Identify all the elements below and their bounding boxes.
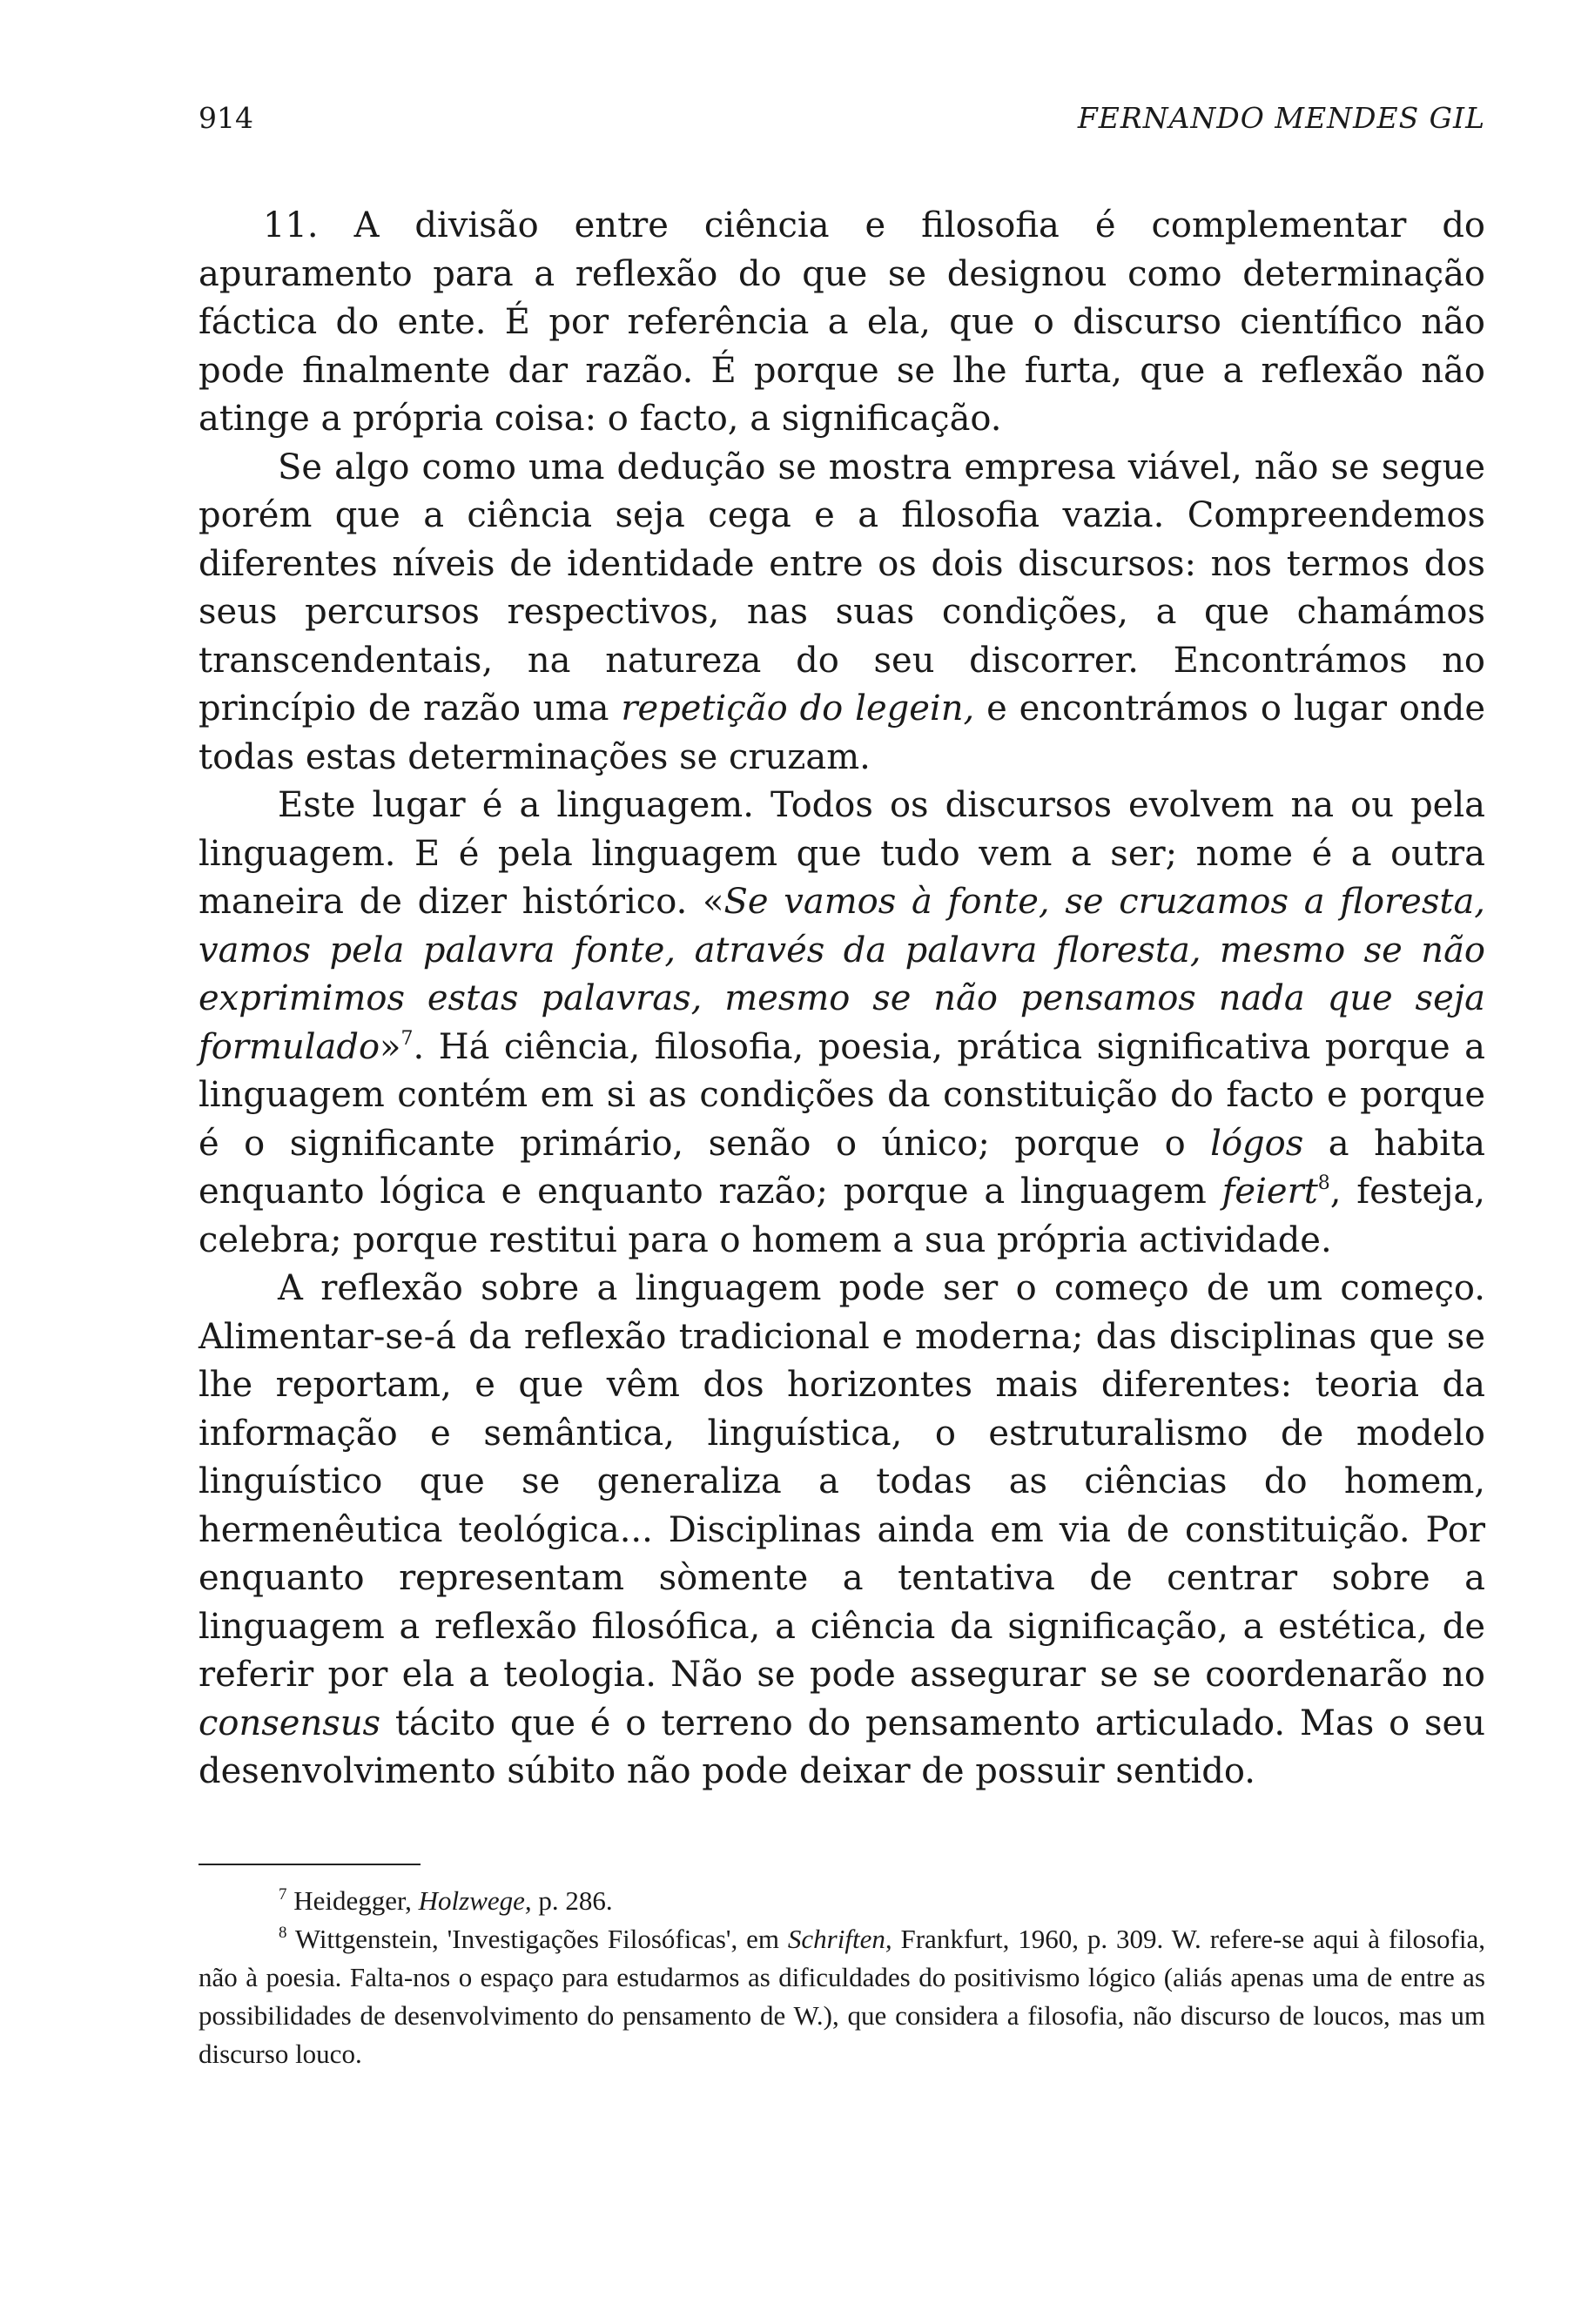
text-run: Se algo como uma dedução se mostra empresa viável, não se segue porém que a ciência seja cega e a filosofia vazia. Compreendemos diferentes níveis de identidade entre os dois discursos: nos termos dos seus percursos respectivos, nas suas condições, a que chamámos transcendentais, na natureza do seu discorrer. Encontrámos no princípio de razão uma	[198, 447, 1485, 729]
running-head	[198, 101, 1485, 135]
paragraph	[198, 1265, 1485, 1797]
italic-run: feiert	[1221, 1172, 1318, 1212]
footnote-marker: 7	[279, 1885, 287, 1904]
italic-run: consensus	[198, 1703, 381, 1743]
italic-run: Schriften,	[787, 1924, 892, 1954]
text-run: , festeja, celebra; porque restitui para o homem a sua própria actividade.	[198, 1172, 1485, 1260]
text-run: Este lugar é a linguagem. Todos os discursos evolvem na ou pela linguagem. E é pela linguagem que tudo vem a ser; nome é a outra maneira de dizer histórico. «	[198, 785, 1485, 922]
text-run: 11. A divisão entre ciência e filosofia é complementar do apuramento para a reflexão do que se designou como determinação fáctica do ente. É por referência a ela, que o discurso científico não pode finalmente dar razão. É porque se lhe furta, que a reflexão não atinge a própria coisa: o facto, a significação.	[198, 205, 1485, 439]
footnote-marker: 8	[279, 1924, 287, 1942]
paragraph	[198, 444, 1485, 783]
italic-run: Holzwege,	[418, 1885, 532, 1916]
text-run: . Há ciência, filosofia, poesia, prática significativa porque a linguagem contém em si as condições da constituição do facto e porque é o significante primário, senão o único; porque o	[198, 1026, 1485, 1164]
text-run: Wittgenstein, 'Investigações Filosóficas', em	[286, 1924, 788, 1954]
footnote-marker: 7	[400, 1027, 414, 1050]
text-run: e encontrámos o lugar onde todas estas determinações se cruzam.	[198, 688, 1486, 777]
paragraph	[198, 202, 1485, 444]
italic-run: Se vamos à fonte, se cruzamos a floresta, vamos pela palavra fonte, através da palavra floresta, mesmo se não exprimimos estas palavras, mesmo se não pensamos nada que seja formulado	[198, 882, 1486, 1067]
text-run: a habita enquanto lógica e enquanto razão; porque a linguagem	[198, 1123, 1485, 1212]
footnote-marker: 8	[1317, 1172, 1330, 1194]
footnotes	[198, 1882, 1485, 2073]
footnote	[198, 1882, 1485, 1920]
text-run: Frankfurt, 1960, p. 309. W. refere-se aqui à filosofia, não à poesia. Falta-nos o espaço para estudarmos as dificuldades do positivismo lógico (aliás apenas uma de entre as possibilidades de desenvolvimento do pensamento de W.), que considera a filosofia, não discurso de loucos, mas um discurso louco.	[198, 1924, 1485, 2069]
body-text	[198, 202, 1485, 1797]
paragraph	[198, 782, 1485, 1265]
page-number: 914	[198, 101, 253, 135]
text-run: Heidegger,	[286, 1885, 419, 1916]
text-run: tácito que é o terreno do pensamento articulado. Mas o seu desenvolvimento súbito não pode deixar de possuir sentido.	[198, 1703, 1485, 1791]
footnote-rule	[198, 1864, 421, 1865]
text-run: p. 286.	[531, 1885, 613, 1916]
text-run: »	[380, 1026, 401, 1067]
running-title: FERNANDO MENDES GIL	[1077, 101, 1485, 135]
italic-run: repetição do legein,	[621, 688, 975, 729]
footnote	[198, 1920, 1485, 2073]
text-run: A reflexão sobre a linguagem pode ser o começo de um começo. Alimentar-se-á da reflexão tradicional e moderna; das disciplinas que se lhe reportam, e que vêm dos horizontes mais diferentes: teoria da informação e semântica, linguística, o estruturalismo de modelo linguístico que se generaliza a todas as ciências do homem, hermenêutica teológica... Disciplinas ainda em via de constituição. Por enquanto representam sòmente a tentativa de centrar sobre a linguagem a reflexão filosófica, a ciência da significação, a estética, de referir por ela a teologia. Não se pode assegurar se se coordenarão no	[198, 1268, 1485, 1695]
italic-run: lógos	[1210, 1123, 1304, 1164]
